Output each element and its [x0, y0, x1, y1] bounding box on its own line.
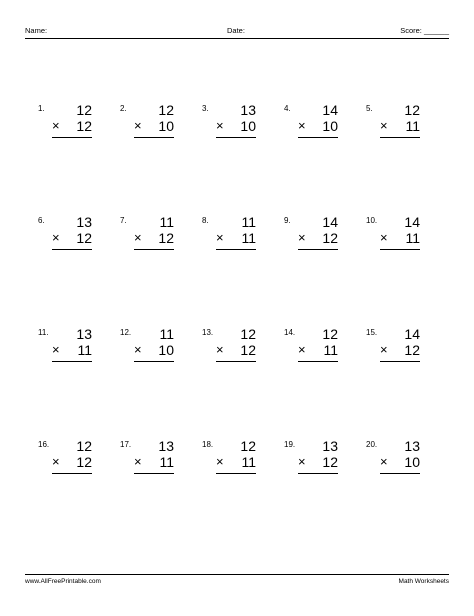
problem-multiplicand: 13	[158, 438, 174, 454]
problem-multiplier: 10	[240, 118, 256, 134]
problem-multiplicand: 14	[322, 102, 338, 118]
multiply-sign: ×	[134, 342, 142, 357]
problem-19	[284, 440, 344, 484]
problem-number: 14.	[284, 328, 296, 337]
problem-number: 8.	[202, 216, 209, 225]
answer-line	[52, 473, 92, 474]
problem-multiplier: 10	[322, 118, 338, 134]
problem-10	[366, 216, 426, 260]
answer-line	[134, 473, 174, 474]
problem-2	[120, 104, 180, 148]
problem-multiplier: 12	[240, 342, 256, 358]
problem-multiplicand: 14	[322, 214, 338, 230]
answer-line	[298, 361, 338, 362]
problem-number: 18.	[202, 440, 214, 449]
problem-5	[366, 104, 426, 148]
problem-multiplicand: 12	[76, 438, 92, 454]
problem-multiplicand: 14	[404, 214, 420, 230]
problem-number: 19.	[284, 440, 296, 449]
problem-multiplier: 11	[159, 454, 174, 470]
problem-multiplier: 10	[404, 454, 420, 470]
problem-17	[120, 440, 180, 484]
problem-multiplier: 11	[241, 230, 256, 246]
problem-multiplicand: 12	[404, 102, 420, 118]
problem-14	[284, 328, 344, 372]
answer-line	[134, 137, 174, 138]
answer-line	[216, 473, 256, 474]
problem-multiplicand: 13	[76, 214, 92, 230]
problem-multiplier: 10	[158, 342, 174, 358]
problem-number: 20.	[366, 440, 378, 449]
problem-number: 15.	[366, 328, 378, 337]
problem-number: 10.	[366, 216, 378, 225]
problem-11	[38, 328, 98, 372]
problem-multiplicand: 11	[159, 214, 174, 230]
problem-13	[202, 328, 262, 372]
problem-multiplicand: 12	[240, 438, 256, 454]
problem-number: 13.	[202, 328, 214, 337]
problem-multiplicand: 13	[404, 438, 420, 454]
problem-1	[38, 104, 98, 148]
problem-multiplicand: 12	[240, 326, 256, 342]
problem-number: 7.	[120, 216, 127, 225]
problem-number: 12.	[120, 328, 132, 337]
answer-line	[134, 249, 174, 250]
problem-multiplier: 12	[158, 230, 174, 246]
problem-number: 11.	[38, 328, 49, 337]
problem-7	[120, 216, 180, 260]
problem-number: 9.	[284, 216, 291, 225]
multiply-sign: ×	[380, 118, 388, 133]
problem-multiplier: 12	[76, 230, 92, 246]
problem-multiplier: 12	[322, 454, 338, 470]
multiply-sign: ×	[52, 230, 60, 245]
multiply-sign: ×	[380, 230, 388, 245]
date-label: Date:	[227, 26, 245, 35]
multiply-sign: ×	[298, 118, 306, 133]
multiply-sign: ×	[216, 342, 224, 357]
answer-line	[52, 361, 92, 362]
answer-line	[380, 137, 420, 138]
multiply-sign: ×	[298, 230, 306, 245]
multiply-sign: ×	[134, 230, 142, 245]
problem-18	[202, 440, 262, 484]
problem-multiplier: 10	[158, 118, 174, 134]
multiply-sign: ×	[380, 342, 388, 357]
name-label: Name:	[25, 26, 48, 35]
problem-multiplier: 11	[405, 118, 420, 134]
problem-multiplier: 11	[241, 454, 256, 470]
problem-multiplicand: 13	[76, 326, 92, 342]
multiply-sign: ×	[380, 454, 388, 469]
multiply-sign: ×	[216, 454, 224, 469]
problem-9	[284, 216, 344, 260]
multiply-sign: ×	[134, 454, 142, 469]
multiply-sign: ×	[52, 454, 60, 469]
answer-line	[216, 137, 256, 138]
problem-multiplicand: 12	[322, 326, 338, 342]
problem-number: 5.	[366, 104, 373, 113]
answer-line	[298, 473, 338, 474]
problem-multiplicand: 11	[241, 214, 256, 230]
problem-multiplier: 11	[405, 230, 420, 246]
problem-multiplier: 11	[77, 342, 92, 358]
problem-multiplier: 12	[76, 118, 92, 134]
problem-multiplicand: 13	[322, 438, 338, 454]
problem-number: 4.	[284, 104, 291, 113]
problem-6	[38, 216, 98, 260]
answer-line	[298, 137, 338, 138]
problem-12	[120, 328, 180, 372]
answer-line	[52, 137, 92, 138]
problem-multiplier: 11	[323, 342, 338, 358]
problem-number: 17.	[120, 440, 132, 449]
problem-number: 6.	[38, 216, 45, 225]
footer-site: www.AllFreePrintable.com	[25, 578, 101, 585]
problem-multiplier: 12	[322, 230, 338, 246]
multiply-sign: ×	[52, 342, 60, 357]
problem-number: 2.	[120, 104, 127, 113]
answer-line	[380, 249, 420, 250]
problem-20	[366, 440, 426, 484]
problem-multiplier: 12	[76, 454, 92, 470]
problem-16	[38, 440, 98, 484]
multiply-sign: ×	[216, 230, 224, 245]
problem-multiplicand: 13	[240, 102, 256, 118]
problem-8	[202, 216, 262, 260]
multiply-sign: ×	[134, 118, 142, 133]
footer-kind: Math Worksheets	[398, 578, 449, 585]
multiply-sign: ×	[298, 342, 306, 357]
problem-multiplicand: 14	[404, 326, 420, 342]
answer-line	[134, 361, 174, 362]
problem-15	[366, 328, 426, 372]
answer-line	[298, 249, 338, 250]
worksheet-footer	[25, 574, 449, 585]
answer-line	[380, 473, 420, 474]
multiply-sign: ×	[298, 454, 306, 469]
answer-line	[216, 361, 256, 362]
problem-number: 16.	[38, 440, 50, 449]
problem-3	[202, 104, 262, 148]
problem-number: 1.	[38, 104, 45, 113]
multiply-sign: ×	[216, 118, 224, 133]
answer-line	[52, 249, 92, 250]
problem-multiplicand: 11	[159, 326, 174, 342]
problem-multiplier: 12	[404, 342, 420, 358]
problem-4	[284, 104, 344, 148]
score-label: Score: ______	[400, 26, 449, 35]
problem-multiplicand: 12	[76, 102, 92, 118]
answer-line	[216, 249, 256, 250]
problem-number: 3.	[202, 104, 209, 113]
answer-line	[380, 361, 420, 362]
multiply-sign: ×	[52, 118, 60, 133]
problem-multiplicand: 12	[158, 102, 174, 118]
